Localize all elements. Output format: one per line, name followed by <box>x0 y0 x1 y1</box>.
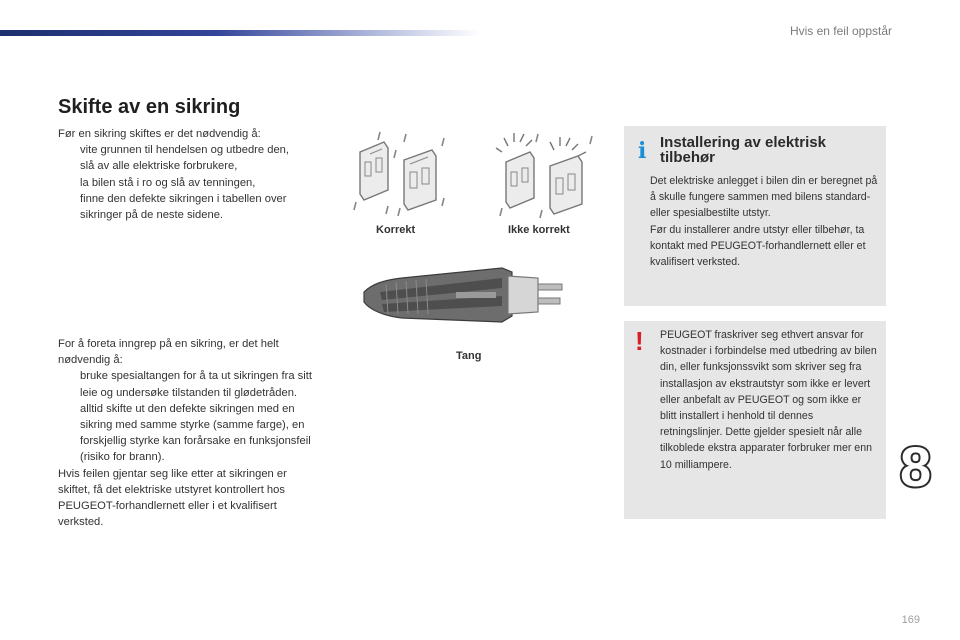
intro-list <box>58 142 320 223</box>
info-box <box>624 126 886 306</box>
list-item: la bilen stå i ro og slå av tenningen, <box>80 176 256 189</box>
fuse-correct-illustration <box>348 128 452 220</box>
section2-text <box>58 336 318 530</box>
info-box-body <box>650 173 880 270</box>
list-item: finne den defekte sikringen i tabellen over sikringer på de neste sidene. <box>80 192 287 222</box>
warning-text: PEUGEOT fraskriver seg ethvert ansvar for kostnader i forbindelse med utbedring av bilen din, eller funksjonssvikt som skriver seg fra installasjon av ekstrautstyr som ikke er levert eller anbefalt av PEUGEOT og som ikke er blitt installert i henhold til dennes retningslinjer. Dette gjelder spesielt når alle tilkoblede ekstra apparater forbruker mer enn 10 milliampere. <box>660 329 877 471</box>
intro-text <box>58 126 320 223</box>
label-incorrect: Ikke korrekt <box>508 224 570 236</box>
info-box-title: Installering av elektrisk tilbehør <box>660 134 826 166</box>
header-accent-bar <box>0 30 480 36</box>
page-title: Skifte av en sikring <box>58 96 241 118</box>
section2-lead: For å foreta inngrep på en sikring, er det helt nødvendig å: <box>58 338 279 367</box>
fuse-incorrect-illustration <box>494 128 598 220</box>
list-item: slå av alle elektriske forbrukere, <box>80 160 238 173</box>
section2-list <box>58 368 318 465</box>
info-paragraph: Det elektriske anlegget i bilen din er beregnet på å skulle fungere sammen med bilens standard- eller spesialbestilte utstyr. <box>650 175 878 220</box>
list-item: alltid skifte ut den defekte sikringen med en sikring med samme styrke (samme farge), en forskjellig styrke kan forårsake en funksjonsfeil (risiko for brann). <box>80 402 311 464</box>
warning-icon: ! <box>635 326 644 356</box>
info-icon: i <box>638 138 647 164</box>
warning-box <box>624 321 886 519</box>
section-title: Hvis en feil oppstår <box>789 24 892 38</box>
list-item: vite grunnen til hendelsen og utbedre den, <box>80 144 289 157</box>
label-correct: Korrekt <box>376 224 416 236</box>
page-number: 169 <box>901 614 920 626</box>
fuse-puller-illustration <box>362 262 568 340</box>
label-tool: Tang <box>456 350 482 362</box>
info-paragraph: Før du installerer andre utstyr eller tilbehør, ta kontakt med PEUGEOT-forhandlernett eller et kvalifisert verksted. <box>650 223 866 269</box>
list-item: bruke spesialtangen for å ta ut sikringen fra sitt leie og undersøke tilstanden til glødetråden. <box>80 370 312 399</box>
chapter-number: 8 <box>900 435 932 498</box>
intro-lead: Før en sikring skiftes er det nødvendig å: <box>58 128 261 140</box>
section2-closing: Hvis feilen gjentar seg like etter at sikringen er skiftet, få det elektriske utstyret kontrollert hos PEUGEOT-forhandlernett eller i et kvalifisert verksted. <box>58 467 287 529</box>
